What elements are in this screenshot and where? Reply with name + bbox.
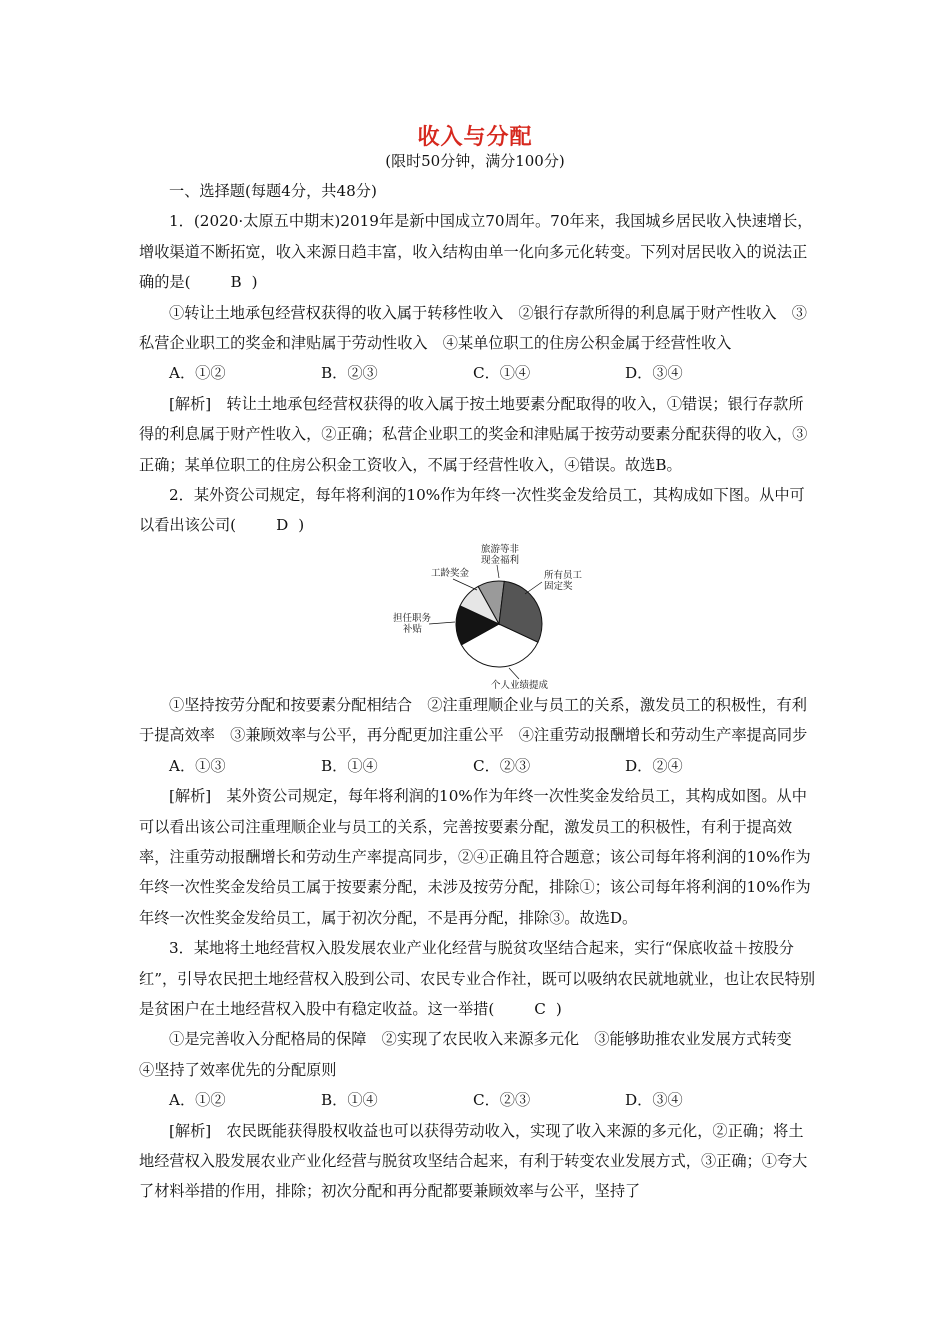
question-2-analysis: [解析] 某外资公司规定，每年将利润的10%作为年终一次性奖金发给员工，其构成如图。从中可以看出该公司注重理顺企业与员工的关系，完善按要素分配，激发员工的积极性，有利于提高效率，注重劳动报酬增长和劳动生产率提高同步，②④正确且符合题意；该公司每年将利润的10%作为年终一次性奖金发给员工属于按要素分配，未涉及按劳分配，排除①；该公司每年将利润的10%作为年终一次性奖金发给员工，属于初次分配，不是再分配，排除③。故选D。 [139,787,811,927]
option-b: B．②③ [321,364,378,383]
bonus-pie-chart [139,542,817,690]
section-heading: 一、选择题(每题4分，共48分) [169,182,377,200]
question-1-answer: B [230,273,242,292]
question-1-analysis: [解析] 转让土地承包经营权获得的收入属于按土地要素分配取得的收入，①错误；银行存款所得的利息属于财产性收入，②正确；私营企业职工的奖金和津贴属于按劳动要素分配获得的收入，③正确；某单位职工的住房公积金工资收入，不属于经营性收入，④错误。故选B。 [139,394,808,474]
leader-position [429,622,455,624]
question-2-statements: ①坚持按劳分配和按要素分配相结合 ②注重理顺企业与员工的关系，激发员工的积极性，有利于提高效率 ③兼顾效率与公平，再分配更加注重公平 ④注重劳动报酬增长和劳动生产率提高同步 [139,695,808,745]
question-2-stem [139,480,817,541]
question-3-text: 3．某地将土地经营权入股发展农业产业化经营与脱贫攻坚结合起来，实行“保底收益＋按股分红”，引导农民把土地经营权入股到公司、农民专业合作社，既可以吸纳农民就地就业，也让农民特别是贫困户在土地经营权入股中有稳定收益。这一举措( [139,939,816,1018]
label-fixed-2: 固定奖 [544,580,573,592]
option-c: C．①④ [473,364,531,383]
option-c: C．②③ [473,1091,531,1110]
label-seniority: 工龄奖金 [431,567,470,579]
leader-seniority [453,579,477,590]
document-body [139,176,817,1207]
question-1-close: ) [251,273,258,292]
question-1-statements: ①转让土地承包经营权获得的收入属于转移性收入 ②银行存款所得的利息属于财产性收入 ③私营企业职工的奖金和津贴属于劳动性收入 ④某单位职工的住房公积金属于经营性收入 [139,303,807,353]
option-c: C．②③ [473,756,531,775]
question-2-options [139,751,817,781]
question-3-analysis: [解析] 农民既能获得股权收益也可以获得劳动收入，实现了收入来源的多元化，②正确；将土地经营权入股发展农业产业化经营与脱贫攻坚结合起来，有利于转变农业发展方式，③正确；①夸大了材料举措的作用，排除；初次分配和再分配都要兼顾效率与公平，坚持了 [139,1121,808,1201]
option-b: B．①④ [321,756,378,775]
option-d: D．③④ [625,364,683,383]
label-travel-2: 现金福利 [481,554,520,566]
label-fixed-1: 所有员工 [544,569,583,581]
label-travel-1: 旅游等非 [481,543,520,555]
question-3-stem [139,933,817,1024]
option-b: B．①④ [321,1091,378,1110]
option-a: A．①③ [169,756,226,775]
question-2-answer: D [276,516,289,535]
pie-chart-svg [389,542,609,690]
question-2-text: 2．某外资公司规定，每年将利润的10%作为年终一次性奖金发给员工，其构成如下图。从中可以看出该公司( [139,486,805,535]
page-title: 收入与分配 [417,125,533,150]
option-d: D．②④ [625,756,683,775]
question-2-close: ) [298,516,305,535]
question-3-statements: ①是完善收入分配格局的保障 ②实现了农民收入来源多元化 ③能够助推农业发展方式转变 ④坚持了效率优先的分配原则 [139,1030,807,1079]
question-1-text: 1．(2020·太原五中期末)2019年是新中国成立70周年。70年来，我国城乡居民收入快速增长，增收渠道不断拓宽，收入来源日趋丰富，收入结构由单一化向多元化转变。下列对居民收入的说法正确的是( [139,212,813,292]
option-a: A．①② [169,364,226,383]
label-position-1: 担任职务 [393,612,432,624]
label-position-2: 补贴 [403,623,423,635]
page-subtitle: (限时50分钟，满分100分) [385,152,565,170]
question-1-options [139,358,817,388]
leader-travel [497,565,499,578]
option-a: A．①② [169,1091,226,1110]
option-d: D．③④ [625,1091,683,1110]
question-3-options [139,1085,817,1115]
leader-fixed [525,582,542,594]
label-performance: 个人业绩提成 [491,679,549,690]
question-3-answer: C [534,999,546,1018]
question-1-stem [139,206,817,297]
question-3-close: ) [555,999,562,1018]
leader-performance [509,668,519,679]
